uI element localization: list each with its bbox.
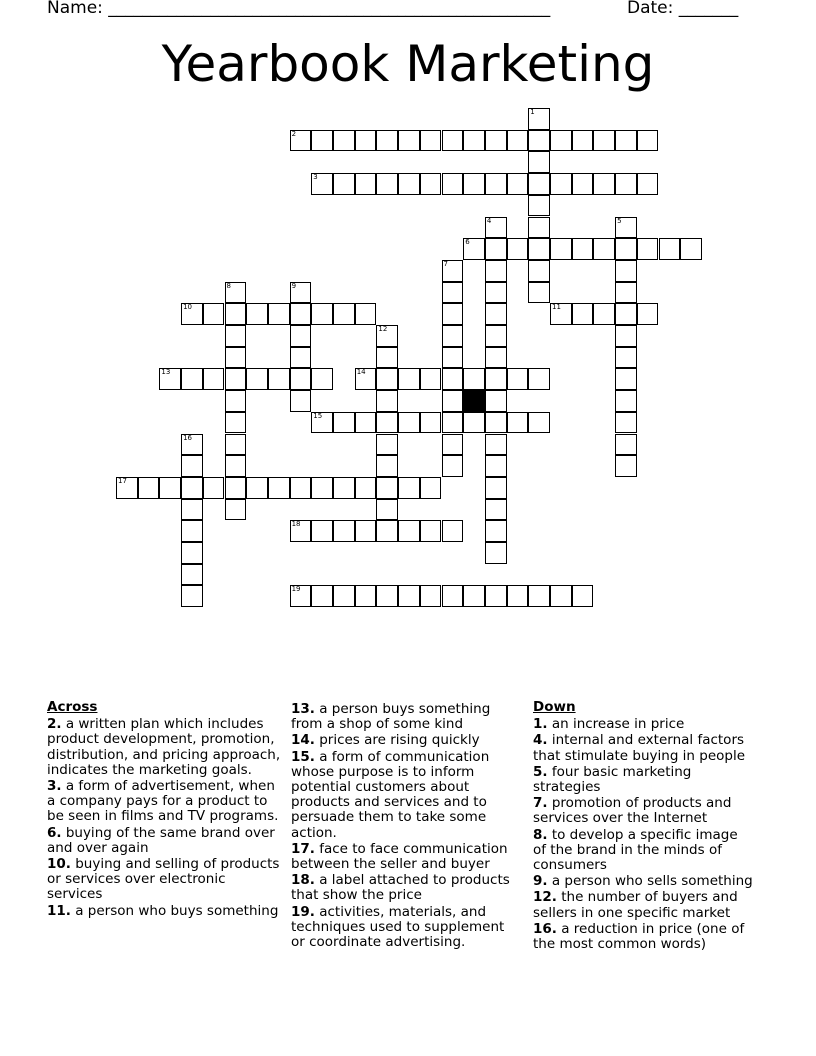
grid-cell[interactable] bbox=[203, 368, 225, 390]
clue-item bbox=[47, 779, 283, 825]
grid-cell[interactable] bbox=[485, 238, 507, 260]
grid-cell[interactable] bbox=[420, 585, 442, 607]
grid-cell[interactable] bbox=[463, 173, 485, 195]
grid-cell[interactable] bbox=[333, 477, 355, 499]
grid-cell[interactable] bbox=[311, 368, 333, 390]
grid-cell[interactable] bbox=[485, 434, 507, 456]
grid-cell[interactable] bbox=[355, 477, 377, 499]
grid-cell[interactable] bbox=[181, 368, 203, 390]
clue-number: 2. bbox=[47, 716, 62, 733]
clue-number: 17. bbox=[291, 840, 315, 857]
clue-text: the number of buyers and sellers in one specific market bbox=[533, 889, 738, 921]
grid-cell[interactable] bbox=[463, 585, 485, 607]
grid-cell[interactable] bbox=[376, 173, 398, 195]
grid-cell[interactable] bbox=[485, 368, 507, 390]
grid-cell[interactable] bbox=[355, 585, 377, 607]
grid-cell[interactable] bbox=[333, 303, 355, 325]
grid-cell[interactable] bbox=[550, 303, 572, 325]
grid-cell[interactable] bbox=[528, 217, 550, 239]
grid-cell[interactable] bbox=[376, 499, 398, 521]
clue-item bbox=[533, 922, 753, 952]
grid-cell[interactable] bbox=[485, 499, 507, 521]
grid-cell[interactable] bbox=[225, 325, 247, 347]
grid-cell[interactable] bbox=[181, 499, 203, 521]
grid-cell[interactable] bbox=[225, 455, 247, 477]
name-field-label: Name: ____________________________________________________ bbox=[47, 0, 551, 18]
clue-number: 16. bbox=[533, 920, 557, 937]
clue-text: internal and external factors that stimulate buying in people bbox=[533, 732, 746, 764]
cell-number: 9 bbox=[291, 281, 297, 290]
grid-cell[interactable] bbox=[225, 368, 247, 390]
clue-text: a label attached to products that show the price bbox=[291, 872, 510, 904]
grid-cell[interactable] bbox=[442, 303, 464, 325]
grid-cell[interactable] bbox=[420, 520, 442, 542]
grid-cell[interactable] bbox=[507, 173, 529, 195]
clue-number: 14. bbox=[291, 732, 315, 749]
grid-cell[interactable] bbox=[290, 130, 312, 152]
grid-cell[interactable] bbox=[615, 368, 637, 390]
grid-cell[interactable] bbox=[225, 347, 247, 369]
clue-text: four basic marketing strategies bbox=[533, 763, 692, 796]
grid-cell[interactable] bbox=[507, 585, 529, 607]
grid-cell[interactable] bbox=[311, 585, 333, 607]
clue-item bbox=[291, 905, 521, 951]
clue-item bbox=[47, 857, 283, 903]
cell-number: 13 bbox=[161, 368, 171, 377]
grid-cell[interactable] bbox=[572, 173, 594, 195]
grid-cell[interactable] bbox=[615, 282, 637, 304]
grid-cell[interactable] bbox=[507, 130, 529, 152]
clue-text: face to face communication between the seller and buyer bbox=[291, 840, 508, 873]
grid-cell[interactable] bbox=[268, 303, 290, 325]
clue-number: 4. bbox=[533, 732, 548, 749]
clue-item bbox=[291, 733, 521, 748]
grid-cell[interactable] bbox=[181, 455, 203, 477]
grid-cell[interactable] bbox=[485, 325, 507, 347]
grid-cell[interactable] bbox=[442, 434, 464, 456]
clue-number: 6. bbox=[47, 824, 62, 841]
grid-cell[interactable] bbox=[203, 303, 225, 325]
across-clues-column-1 bbox=[47, 700, 283, 920]
grid-cell[interactable] bbox=[442, 368, 464, 390]
grid-cell[interactable] bbox=[528, 130, 550, 152]
grid-cell[interactable] bbox=[138, 477, 160, 499]
grid-cell[interactable] bbox=[333, 173, 355, 195]
clue-item bbox=[291, 750, 521, 841]
cell-number: 4 bbox=[486, 216, 492, 225]
cell-number: 18 bbox=[291, 520, 301, 529]
cell-number: 6 bbox=[465, 238, 470, 247]
cell-number: 7 bbox=[443, 259, 448, 268]
grid-cell[interactable] bbox=[311, 412, 333, 434]
grid-cell[interactable] bbox=[246, 368, 268, 390]
clue-number: 5. bbox=[533, 763, 548, 780]
grid-cell[interactable] bbox=[333, 130, 355, 152]
clue-text: a person buys something from a shop of some kind bbox=[291, 701, 491, 733]
cell-number: 14 bbox=[356, 368, 366, 377]
cell-number: 10 bbox=[183, 303, 193, 312]
grid-cell[interactable] bbox=[311, 520, 333, 542]
grid-cell[interactable] bbox=[637, 130, 659, 152]
grid-cell[interactable] bbox=[615, 303, 637, 325]
grid-cell[interactable] bbox=[333, 585, 355, 607]
clue-item bbox=[47, 904, 283, 919]
clue-item bbox=[533, 717, 753, 732]
cell-number: 19 bbox=[291, 585, 301, 594]
grid-cell[interactable] bbox=[615, 347, 637, 369]
grid-cell[interactable] bbox=[615, 390, 637, 412]
grid-cell[interactable] bbox=[572, 238, 594, 260]
cell-number: 5 bbox=[617, 216, 622, 225]
clue-item bbox=[533, 765, 753, 795]
grid-cell[interactable] bbox=[485, 347, 507, 369]
grid-cell[interactable] bbox=[225, 477, 247, 499]
grid-cell[interactable] bbox=[181, 520, 203, 542]
clue-number: 10. bbox=[47, 856, 71, 873]
grid-cell[interactable] bbox=[181, 434, 203, 456]
grid-cell[interactable] bbox=[528, 173, 550, 195]
grid-cell[interactable] bbox=[376, 434, 398, 456]
grid-cell[interactable] bbox=[355, 412, 377, 434]
grid-cell[interactable] bbox=[463, 130, 485, 152]
grid-cell[interactable] bbox=[485, 303, 507, 325]
cell-number: 1 bbox=[530, 108, 535, 116]
grid-cell[interactable] bbox=[116, 477, 138, 499]
clue-text: an increase in price bbox=[547, 716, 685, 733]
grid-cell[interactable] bbox=[528, 368, 550, 390]
cell-number: 16 bbox=[183, 433, 193, 442]
grid-cell[interactable] bbox=[290, 368, 312, 390]
grid-cell[interactable] bbox=[550, 585, 572, 607]
grid-cell[interactable] bbox=[680, 238, 702, 260]
grid-cell[interactable] bbox=[463, 412, 485, 434]
grid-cell[interactable] bbox=[376, 390, 398, 412]
clue-text: a written plan which includes product development, promotion, distribution, and pricing approach, indicates the marketing goals. bbox=[47, 716, 281, 778]
grid-cell[interactable] bbox=[442, 390, 464, 412]
grid-cell[interactable] bbox=[311, 130, 333, 152]
grid-cell[interactable] bbox=[615, 130, 637, 152]
grid-cell[interactable] bbox=[485, 520, 507, 542]
grid-cell[interactable] bbox=[528, 238, 550, 260]
grid-cell[interactable] bbox=[615, 260, 637, 282]
grid-cell[interactable] bbox=[333, 412, 355, 434]
clue-number: 7. bbox=[533, 795, 548, 812]
grid-cell[interactable] bbox=[528, 282, 550, 304]
cell-number: 12 bbox=[378, 325, 388, 333]
grid-cell[interactable] bbox=[246, 477, 268, 499]
grid-cell[interactable] bbox=[311, 303, 333, 325]
clue-number: 12. bbox=[533, 889, 557, 906]
grid-cell[interactable] bbox=[420, 368, 442, 390]
grid-cell[interactable] bbox=[355, 368, 377, 390]
cell-number: 11 bbox=[552, 303, 561, 312]
grid-cell[interactable] bbox=[420, 412, 442, 434]
clue-item bbox=[291, 873, 521, 903]
clue-number: 18. bbox=[291, 872, 315, 889]
grid-cell[interactable] bbox=[225, 282, 247, 304]
cell-number: 17 bbox=[118, 476, 127, 485]
grid-cell[interactable] bbox=[398, 368, 420, 390]
grid-cell[interactable] bbox=[398, 173, 420, 195]
grid-cell[interactable] bbox=[442, 347, 464, 369]
clue-item bbox=[533, 874, 753, 889]
grid-cell[interactable] bbox=[290, 347, 312, 369]
grid-cell[interactable] bbox=[290, 390, 312, 412]
grid-cell[interactable] bbox=[376, 325, 398, 347]
grid-cell[interactable] bbox=[507, 412, 529, 434]
grid-cell[interactable] bbox=[225, 412, 247, 434]
clue-item bbox=[291, 702, 521, 732]
grid-cell[interactable] bbox=[442, 520, 464, 542]
clue-item bbox=[533, 890, 753, 920]
grid-cell[interactable] bbox=[268, 477, 290, 499]
grid-cell[interactable] bbox=[528, 412, 550, 434]
grid-cell[interactable] bbox=[593, 173, 615, 195]
clue-number: 13. bbox=[291, 701, 315, 717]
grid-cell[interactable] bbox=[485, 260, 507, 282]
grid-cell[interactable] bbox=[420, 173, 442, 195]
grid-cell[interactable] bbox=[572, 130, 594, 152]
grid-cell[interactable] bbox=[485, 217, 507, 239]
grid-cell[interactable] bbox=[507, 238, 529, 260]
grid-cell[interactable] bbox=[268, 368, 290, 390]
black-square bbox=[463, 390, 485, 412]
grid-cell[interactable] bbox=[528, 151, 550, 173]
grid-cell[interactable] bbox=[225, 390, 247, 412]
date-field-label: Date: _______ bbox=[627, 0, 739, 18]
grid-cell[interactable] bbox=[485, 585, 507, 607]
grid-cell[interactable] bbox=[398, 477, 420, 499]
clue-item bbox=[291, 842, 521, 872]
clue-text: a reduction in price (one of the most common words) bbox=[533, 920, 745, 953]
grid-cell[interactable] bbox=[442, 325, 464, 347]
cell-number: 3 bbox=[313, 173, 318, 182]
cell-number: 8 bbox=[226, 281, 231, 290]
grid-cell[interactable] bbox=[290, 325, 312, 347]
grid-cell[interactable] bbox=[355, 173, 377, 195]
clue-text: activities, materials, and techniques used to supplement or coordinate advertising. bbox=[291, 903, 505, 951]
grid-cell[interactable] bbox=[485, 130, 507, 152]
down-clues-column bbox=[533, 700, 753, 953]
across-clues-column-2 bbox=[291, 702, 521, 951]
grid-cell[interactable] bbox=[398, 520, 420, 542]
grid-cell[interactable] bbox=[246, 303, 268, 325]
grid-cell[interactable] bbox=[398, 585, 420, 607]
grid-cell[interactable] bbox=[181, 542, 203, 564]
grid-cell[interactable] bbox=[615, 412, 637, 434]
grid-cell[interactable] bbox=[290, 520, 312, 542]
grid-cell[interactable] bbox=[637, 173, 659, 195]
grid-cell[interactable] bbox=[593, 303, 615, 325]
across-heading: Across bbox=[47, 699, 98, 715]
clue-item bbox=[533, 733, 753, 763]
grid-cell[interactable] bbox=[420, 477, 442, 499]
grid-cell[interactable] bbox=[485, 390, 507, 412]
clue-number: 8. bbox=[533, 826, 548, 843]
grid-cell[interactable] bbox=[225, 499, 247, 521]
clue-item bbox=[47, 717, 283, 778]
grid-cell[interactable] bbox=[485, 477, 507, 499]
clue-item bbox=[533, 828, 753, 874]
grid-cell[interactable] bbox=[376, 368, 398, 390]
grid-cell[interactable] bbox=[333, 520, 355, 542]
grid-cell[interactable] bbox=[225, 303, 247, 325]
grid-cell[interactable] bbox=[181, 303, 203, 325]
grid-cell[interactable] bbox=[485, 412, 507, 434]
grid-cell[interactable] bbox=[637, 303, 659, 325]
grid-cell[interactable] bbox=[181, 564, 203, 586]
grid-cell[interactable] bbox=[572, 303, 594, 325]
grid-cell[interactable] bbox=[376, 520, 398, 542]
clue-number: 1. bbox=[533, 716, 548, 733]
grid-cell[interactable] bbox=[550, 238, 572, 260]
clue-number: 3. bbox=[47, 778, 62, 795]
grid-cell[interactable] bbox=[376, 412, 398, 434]
grid-cell[interactable] bbox=[528, 108, 550, 130]
clue-item bbox=[47, 826, 283, 856]
clue-item bbox=[533, 796, 753, 826]
grid-cell[interactable] bbox=[398, 412, 420, 434]
grid-cell[interactable] bbox=[572, 585, 594, 607]
grid-cell[interactable] bbox=[442, 455, 464, 477]
cell-number: 2 bbox=[291, 129, 297, 138]
grid-cell[interactable] bbox=[615, 173, 637, 195]
clue-number: 15. bbox=[291, 748, 315, 765]
grid-cell[interactable] bbox=[485, 282, 507, 304]
grid-cell[interactable] bbox=[550, 130, 572, 152]
grid-cell[interactable] bbox=[442, 173, 464, 195]
grid-cell[interactable] bbox=[442, 282, 464, 304]
grid-cell[interactable] bbox=[376, 347, 398, 369]
grid-cell[interactable] bbox=[528, 585, 550, 607]
grid-cell[interactable] bbox=[355, 303, 377, 325]
grid-cell[interactable] bbox=[159, 368, 181, 390]
grid-cell[interactable] bbox=[528, 195, 550, 217]
grid-cell[interactable] bbox=[485, 173, 507, 195]
grid-cell[interactable] bbox=[181, 585, 203, 607]
grid-cell[interactable] bbox=[290, 477, 312, 499]
grid-cell[interactable] bbox=[485, 455, 507, 477]
clue-text: a form of communication whose purpose is to inform potential customers about products and services and to persuade them to take some action. bbox=[291, 748, 490, 841]
grid-cell[interactable] bbox=[463, 368, 485, 390]
grid-cell[interactable] bbox=[507, 368, 529, 390]
grid-cell[interactable] bbox=[311, 477, 333, 499]
grid-cell[interactable] bbox=[376, 477, 398, 499]
grid-cell[interactable] bbox=[376, 455, 398, 477]
grid-cell[interactable] bbox=[615, 455, 637, 477]
grid-cell[interactable] bbox=[290, 585, 312, 607]
grid-cell[interactable] bbox=[398, 130, 420, 152]
grid-cell[interactable] bbox=[659, 238, 681, 260]
grid-cell[interactable] bbox=[355, 130, 377, 152]
grid-cell[interactable] bbox=[550, 173, 572, 195]
grid-cell[interactable] bbox=[311, 173, 333, 195]
grid-cell[interactable] bbox=[420, 130, 442, 152]
cell-number: 15 bbox=[313, 411, 323, 420]
clue-number: 11. bbox=[47, 902, 71, 919]
grid-cell[interactable] bbox=[442, 412, 464, 434]
clue-text: a person who sells something bbox=[547, 873, 753, 890]
grid-cell[interactable] bbox=[376, 585, 398, 607]
clue-text: to develop a specific image of the brand in the minds of consumers bbox=[533, 826, 738, 874]
grid-cell[interactable] bbox=[615, 238, 637, 260]
grid-cell[interactable] bbox=[442, 585, 464, 607]
clue-number: 19. bbox=[291, 903, 315, 920]
grid-cell[interactable] bbox=[290, 282, 312, 304]
grid-cell[interactable] bbox=[593, 130, 615, 152]
grid-cell[interactable] bbox=[615, 217, 637, 239]
grid-cell[interactable] bbox=[442, 260, 464, 282]
grid-cell[interactable] bbox=[355, 520, 377, 542]
down-heading: Down bbox=[533, 699, 576, 715]
clue-text: buying of the same brand over and over again bbox=[47, 824, 275, 856]
grid-cell[interactable] bbox=[528, 260, 550, 282]
grid-cell[interactable] bbox=[181, 477, 203, 499]
clue-text: a form of advertisement, when a company pays for a product to be seen in films and TV programs. bbox=[47, 778, 279, 825]
grid-cell[interactable] bbox=[615, 325, 637, 347]
clue-text: prices are rising quickly bbox=[314, 732, 480, 749]
grid-cell[interactable] bbox=[290, 303, 312, 325]
grid-cell[interactable] bbox=[593, 238, 615, 260]
page-title: Yearbook Marketing bbox=[161, 35, 655, 93]
grid-cell[interactable] bbox=[637, 238, 659, 260]
clue-text: buying and selling of products or services over electronic services bbox=[47, 856, 280, 903]
grid-cell[interactable] bbox=[615, 434, 637, 456]
grid-cell[interactable] bbox=[485, 542, 507, 564]
grid-cell[interactable] bbox=[376, 130, 398, 152]
grid-cell[interactable] bbox=[203, 477, 225, 499]
clue-text: a person who buys something bbox=[70, 902, 279, 919]
grid-cell[interactable] bbox=[225, 434, 247, 456]
clue-text: promotion of products and services over the Internet bbox=[533, 795, 732, 827]
grid-cell[interactable] bbox=[442, 130, 464, 152]
grid-cell[interactable] bbox=[159, 477, 181, 499]
clue-number: 9. bbox=[533, 873, 548, 890]
grid-cell[interactable] bbox=[463, 238, 485, 260]
